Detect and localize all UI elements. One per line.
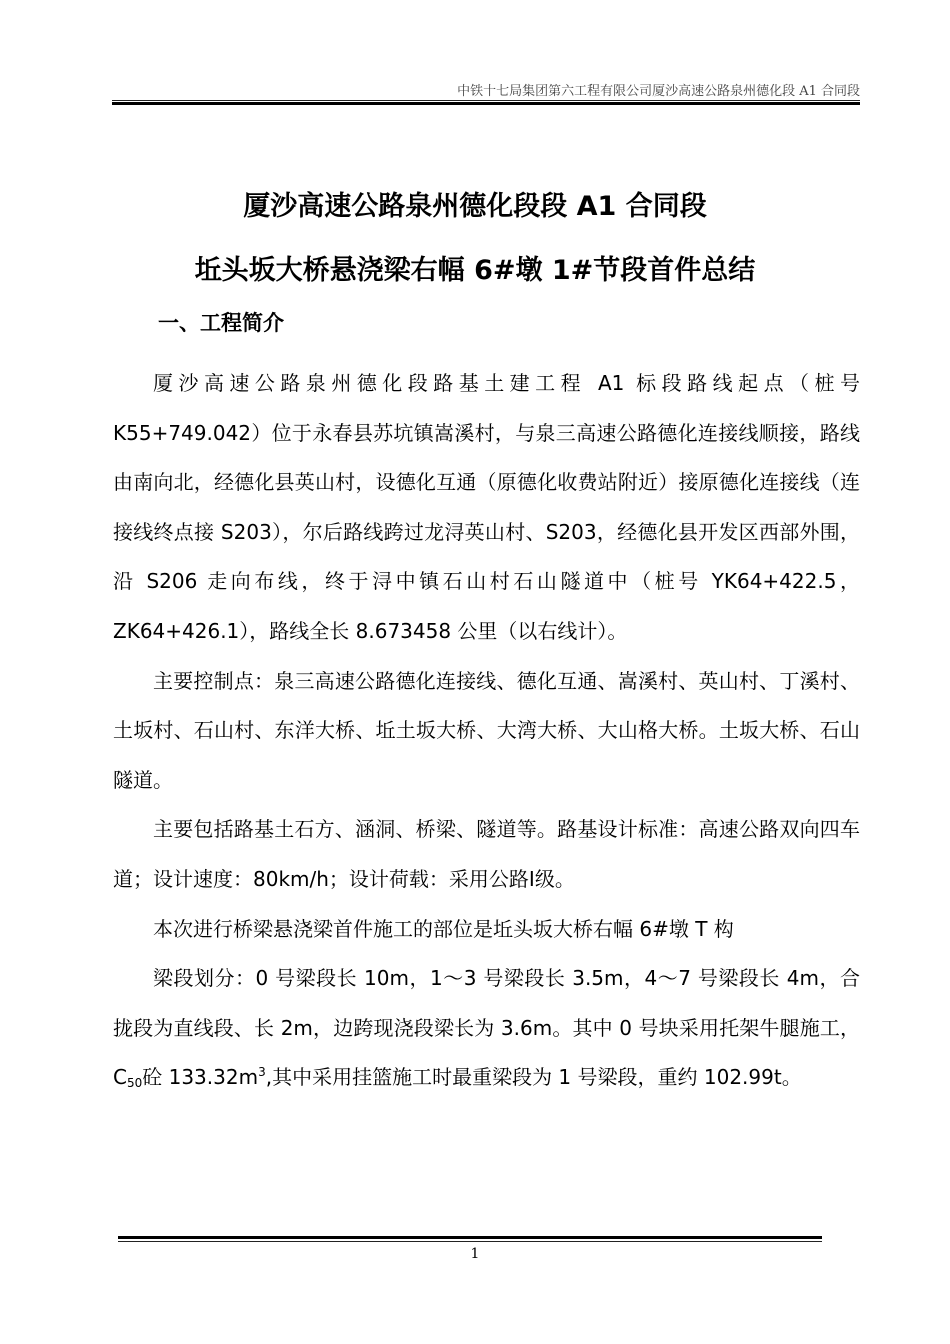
concrete-grade: C	[113, 1065, 127, 1090]
section-heading: 一、工程简介	[158, 311, 284, 335]
page-number: 1	[470, 1246, 480, 1262]
footer-rule	[118, 1241, 822, 1242]
running-header: 中铁十七局集团第六工程有限公司厦沙高速公路泉州德化段 A1 合同段	[457, 84, 860, 99]
paragraph-route-overview: 厦沙高速公路泉州德化段路基土建工程 A1 标段路线起点（桩号K55+749.042）位于永春县苏坑镇嵩溪村，与泉三高速公路德化连接线顺接，路线由南向北，经德化县英山村，设德化互通（原德化收费站附近）接原德化连接线（连接线终点接 S203），尔后路线跨过龙浔英山村、S203，经德化县开发区西部外围，沿 S206 走向布线，终于浔中镇石山村石山隧道中（桩号 YK64+422.5，ZK64+426.1），路线全长 8.673458 公里（以右线计）。	[113, 371, 860, 643]
paragraph-construction-location: 本次进行桥梁悬浇梁首件施工的部位是坵头坂大桥右幅 6#墩 T 构	[153, 916, 734, 941]
cubic-superscript: 3	[258, 1065, 266, 1080]
paragraph-control-points: 主要控制点：泉三高速公路德化连接线、德化互通、嵩溪村、英山村、丁溪村、土坂村、石山村、东洋大桥、坵土坂大桥、大湾大桥、大山格大桥。土坂大桥、石山隧道。	[113, 668, 860, 792]
footer-rule-thick	[118, 1236, 822, 1239]
paragraph-segment-division	[113, 954, 860, 1103]
concrete-grade-subscript: 50	[126, 1076, 143, 1091]
body-text	[113, 359, 860, 1103]
document-title-line-2: 坵头坂大桥悬浇梁右幅 6#墩 1#节段首件总结	[194, 255, 756, 286]
document-title-line-1: 厦沙高速公路泉州德化段段 A1 合同段	[243, 191, 707, 222]
header-rule	[112, 100, 860, 101]
paragraph-design-standards: 主要包括路基土石方、涵洞、桥梁、隧道等。路基设计标准：高速公路双向四车道；设计速度：80km/h；设计荷载：采用公路Ⅰ级。	[113, 817, 860, 891]
segment-text-part-3: ,其中采用挂篮施工时最重梁段为 1 号梁段，重约 102.99t。	[265, 1065, 802, 1090]
header-rule-thick	[112, 102, 860, 105]
segment-text-part-2: 砼 133.32m	[142, 1065, 259, 1090]
segment-text-part-1: 梁段划分：0 号梁段长 10m，1～3 号梁段长 3.5m，4～7 号梁段长 4m，合拢段为直线段、长 2m，边跨现浇段梁长为 3.6m。其中 0 号块采用托架牛腿施工，	[113, 966, 860, 1040]
